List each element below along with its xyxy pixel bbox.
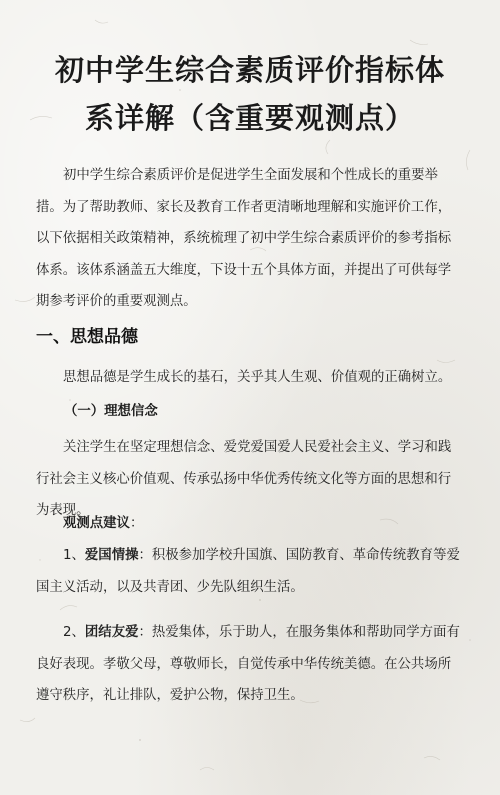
- observation-label: [63, 512, 143, 536]
- list-item-term: 团结友爱: [84, 625, 139, 640]
- list-item-colon: ：: [138, 548, 152, 563]
- page-title: [20, 46, 480, 142]
- subsection-body: 关注学生在坚定理想信念、爱党爱国爱人民爱社会主义、学习和践行社会主义核心价值观、传承弘扬中华优秀传统文化等方面的思想和行为表现。: [36, 440, 452, 518]
- section-heading: 一、思想品德: [36, 327, 138, 347]
- list-item-text: 热爱集体，乐于助人，在服务集体和帮助同学方面有良好表现。孝敬父母，尊敬师长，自觉传承中华传统美德。在公共场所遵守秩序，礼让排队，爱护公物，保持卫生。: [36, 625, 460, 703]
- section-intro: 思想品德是学生成长的基石，关乎其人生观、价值观的正确树立。: [63, 370, 452, 385]
- list-item-colon: ：: [138, 625, 152, 640]
- list-item: [36, 540, 464, 603]
- list-item-number: 1、: [63, 548, 85, 563]
- list-item: [36, 617, 464, 712]
- list-item-number: 2、: [63, 625, 85, 640]
- subsection-heading: （一）理想信念: [64, 404, 158, 419]
- list-item-text: 积极参加学校升国旗、国防教育、革命传统教育等爱国主义活动，以及共青团、少先队组织生活。: [36, 548, 460, 595]
- page-title-line2: 系详解（含重要观测点）: [84, 101, 415, 135]
- intro-paragraph: 初中学生综合素质评价是促进学生全面发展和个性成长的重要举措。为了帮助教师、家长及教育工作者更清晰地理解和实施评价工作，以下依据相关政策精神，系统梳理了初中学生综合素质评价的参考指标体系。该体系涵盖五大维度，下设十五个具体方面，并提出了可供每学期参考评价的重要观测点。: [36, 168, 452, 309]
- observation-label-text: 观测点建议: [63, 516, 130, 531]
- observation-label-colon: ：: [129, 516, 144, 531]
- list-item-term: 爱国情操: [84, 548, 139, 563]
- page-title-line1: 初中学生综合素质评价指标体: [54, 53, 445, 87]
